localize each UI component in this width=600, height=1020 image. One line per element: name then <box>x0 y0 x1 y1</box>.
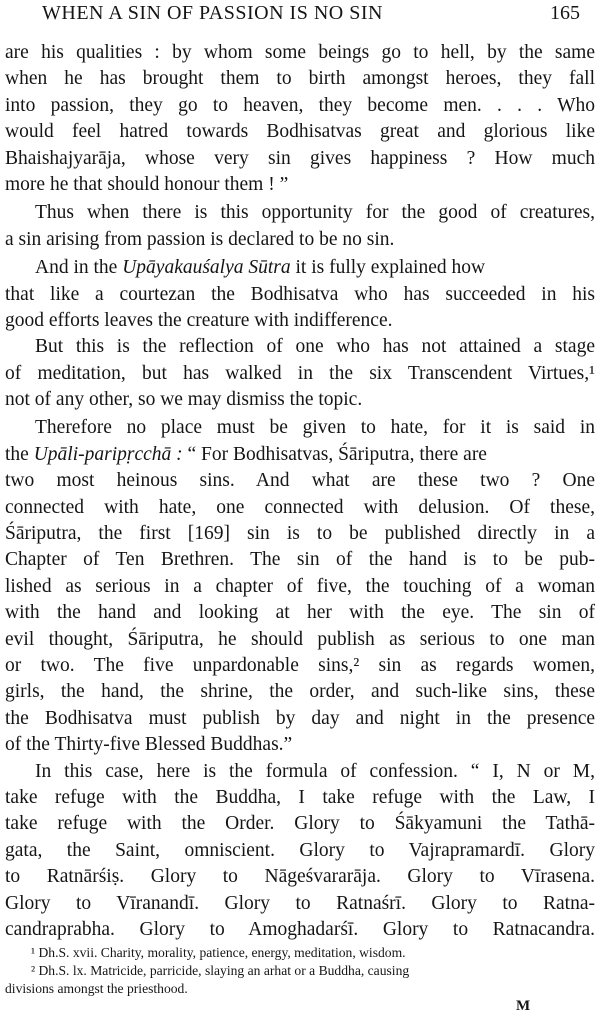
text-line: In this case, here is the formula of confession. “ I, N or M, <box>35 760 595 782</box>
footnote-continuation: divisions amongst the priesthood. <box>5 981 188 996</box>
text-line: two most heinous sins. And what are these two ? One <box>5 470 595 492</box>
text-line: girls, the hand, the shrine, the order, and such-like sins, these <box>5 681 595 703</box>
text-fragment: it is fully explained how <box>290 257 486 279</box>
text-line: take refuge with the Buddha, I take refuge with the Law, I <box>5 786 595 808</box>
footnote: ² Dh.S. lx. Matricide, parricide, slaying an arhat or a Buddha, causing <box>31 963 410 978</box>
text-line: more he that should honour them ! ” <box>5 173 289 195</box>
text-fragment: “ For Bodhisatvas, Śāriputra, there are <box>182 443 487 465</box>
footnotes <box>5 944 595 998</box>
text-line: candraprabha. Glory to Amoghadarśī. Glory to Ratnacandra. <box>5 918 595 940</box>
text-line: with the hand and looking at her with the eye. The sin of <box>5 602 595 624</box>
running-title: WHEN A SIN OF PASSION IS NO SIN <box>42 2 383 24</box>
text-line: good efforts leaves the creature with indifference. <box>5 309 393 331</box>
text-line: into passion, they go to heaven, they become men. . . . Who <box>5 94 595 116</box>
text-line: Glory to Vīranandī. Glory to Ratnaśrī. Glory to Ratna- <box>5 892 595 914</box>
text-line: Bhaishajyarāja, whose very sin gives happiness ? How much <box>5 147 595 169</box>
text-line: of meditation, but has walked in the six Transcendent Virtues,¹ <box>5 362 595 384</box>
text-line: Therefore no place must be given to hate, for it is said in <box>35 417 595 439</box>
text-line: connected with hate, one connected with delusion. Of these, <box>5 496 595 518</box>
text-fragment: And in the <box>35 257 123 279</box>
text-line: would feel hatred towards Bodhisatvas great and glorious like <box>5 121 595 143</box>
text-fragment: the <box>5 443 34 465</box>
sutra-title: Upāli-paripṛcchā : <box>33 443 183 465</box>
text-line: when he has brought them to birth amongst heroes, they fall <box>5 68 595 90</box>
signature-mark: M <box>516 998 531 1014</box>
sutra-title: Upāyakauśalya Sūtra <box>122 257 291 279</box>
text-line: lished as serious in a chapter of five, the touching of a woman <box>5 575 595 597</box>
body-text <box>5 40 595 943</box>
text-line: of the Thirty-five Blessed Buddhas.” <box>5 734 293 756</box>
text-line: that like a courtezan the Bodhisatva who has succeeded in his <box>5 283 595 305</box>
text-line: Śāriputra, the first [169] sin is to be published directly in a <box>5 523 595 545</box>
text-line: a sin arising from passion is declared to be no sin. <box>5 228 395 250</box>
text-line: evil thought, Śāriputra, he should publish as serious to one man <box>5 628 595 650</box>
text-line: to Ratnārśiṣ. Glory to Nāgeśvararāja. Glory to Vīrasena. <box>5 866 595 888</box>
text-line: the Bodhisatva must publish by day and night in the presence <box>5 707 595 729</box>
text-line: Chapter of Ten Brethren. The sin of the hand is to be pub- <box>5 549 595 571</box>
text-line: gata, the Saint, omniscient. Glory to Vajrapramardī. Glory <box>5 839 595 861</box>
footnote: ¹ Dh.S. xvii. Charity, morality, patience, energy, meditation, wisdom. <box>31 945 406 960</box>
text-line: are his qualities : by whom some beings go to hell, by the same <box>5 42 595 63</box>
text-line <box>5 442 595 468</box>
text-line <box>5 255 595 281</box>
text-line: take refuge with the Order. Glory to Śākyamuni the Tathā- <box>5 813 595 835</box>
running-head <box>0 2 600 28</box>
text-line: not of any other, so we may dismiss the topic. <box>5 389 363 411</box>
text-line: or two. The five unpardonable sins,² sin as regards women, <box>5 654 595 676</box>
text-line: But this is the reflection of one who has not attained a stage <box>35 336 595 358</box>
page-number: 165 <box>550 2 580 24</box>
text-line: Thus when there is this opportunity for the good of creatures, <box>35 202 595 224</box>
